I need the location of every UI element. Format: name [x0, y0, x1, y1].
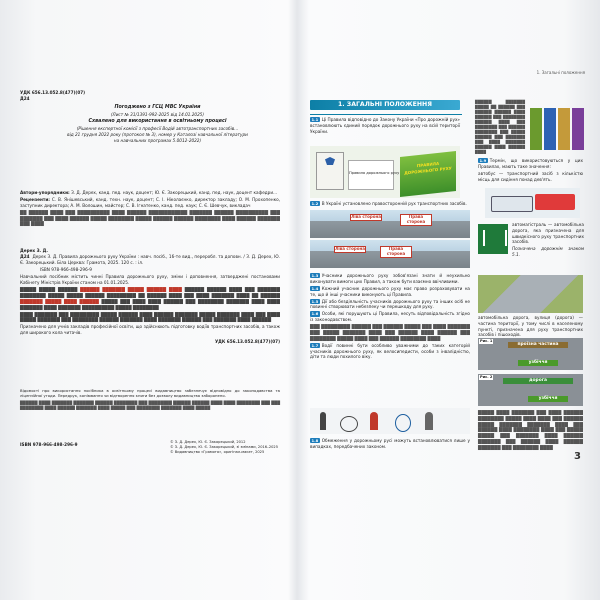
clause-number: 1.9: [479, 158, 487, 163]
right-side-label-2: Права сторона: [380, 246, 412, 258]
highway-sign-lines: [483, 230, 507, 246]
terms-intro: [478, 158, 583, 184]
clause-number: 1.7: [311, 342, 319, 348]
term-road: автомобільна дорога, вулиця (дорога) — частина території, у тому числі в населеному пункті, призначена для руху транспортних засобів і пішоходів.: [478, 315, 583, 338]
child-icon: [370, 412, 378, 430]
approval-title: Погоджено з ГСЦ МВС України: [114, 105, 201, 110]
figure-2-label: Рис. 2: [480, 375, 493, 379]
isbn-line-2: ISBN 978-966-498-296-9: [20, 442, 78, 447]
right-side-label: Права сторона: [400, 214, 432, 226]
rules-illustration: [310, 146, 460, 198]
copyright-3: © Видавництво «Грамота», оригінал-макет, 2025: [170, 449, 265, 454]
rules-banner: [400, 151, 456, 197]
notice-text: Відомості про використання посібника в освітньому процесі видавництво забезпечує відповідно до законодавства та ліцензійної угоди. Передрук, копіювання чи відтворення книги без дозволу видавництва заборонено.: [20, 388, 280, 399]
shoulder-label: узбіччя: [518, 360, 558, 366]
copyright-block: [170, 440, 280, 455]
copyright-1: © З. Д. Дерех, Ю. Є. Закорецький, 2012: [170, 440, 246, 444]
wheelchair-icon: [395, 414, 411, 432]
approval-line3: від 21 грудня 2022 року (протокол № 3), номер у Каталозі навчальної літератури: [67, 131, 248, 137]
section-title: 1. ЗАГАЛЬНІ ПОЛОЖЕННЯ: [310, 100, 460, 110]
road-label: дорога: [503, 378, 573, 384]
red-bus-icon: [535, 194, 575, 210]
clause-number: 1.4: [311, 285, 319, 291]
reviewers-label: Рецензенти:: [20, 196, 50, 202]
textbook-stack: [530, 108, 585, 152]
udc-sub: Д24: [20, 96, 30, 101]
left-side-label: Ліва сторона: [351, 214, 381, 219]
elderly-icon: [425, 412, 433, 430]
highway-sign-icon: [478, 224, 508, 254]
textbook-purple: [572, 108, 584, 150]
term-bus: автобус — транспортний засіб з кількістю місць для сидіння понад дев'ять.: [478, 170, 583, 182]
shoulder-label-2: узбіччя: [528, 396, 568, 402]
approval-title2: Схвалено для використання в освітньому процесі: [88, 119, 227, 125]
book-caption: Правила дорожнього руху: [349, 171, 400, 175]
emblem-icon: [325, 157, 335, 165]
copyright-2: © З. Д. Дерех, Ю. Є. Закорецький, зі змінами, 2016–2025: [170, 444, 279, 449]
clauses-block: 1.3 Учасники дорожнього руху зобов'язані знати й неухильно виконувати вимоги цих Правил, а також бути взаємно ввічливими. 1.4 Кожний учасник дорожнього руху має право розраховувати на те, що й інші учасники виконують ці Правила. 1.5 Дії або бездіяльність учасників дорожнього руху та інших осіб не повинні створювати небезпеку чи перешкоду для руху. 1.6 Особи, які порушують ці Правила, несуть відповідальність згідно із законодавством. ███ █████████ ██████ ███ ██████ █████ ███ ████ ███████ ███ █████ ███████ ████ ███ ██████ ████ ██████ ███ ████████ █████ ████ ███ ██████ ████████ ████ 1.7 Водії повинні бути особливо уважними до таких категорій учасників дорожнього руху, як велосипедисти, особи з інвалідністю, діти та люди похилого віку.: [310, 273, 470, 360]
clause-number: 1.2: [311, 201, 319, 206]
clause-number: 1.5: [311, 298, 319, 304]
bicycle-icon: [340, 416, 358, 432]
clause-text: Дії або бездіяльність учасників дорожнього руху та інших осіб не повинні створювати небезпеку чи перешкоду для руху.: [310, 298, 470, 310]
rules-page: [348, 160, 400, 190]
udc-main: УДК 656.13.052.8(477)(07): [214, 338, 280, 344]
clause-text: Термін, що використовуються у цих Правилах, мають таке значення:: [478, 158, 583, 169]
left-page: [20, 70, 282, 590]
clause-text: В Україні установлено правосторонній рух транспортних засобів.: [321, 201, 467, 206]
clause-text: Водії повинні бути особливо уважними до таких категорій учасників дорожнього руху, як велосипедисти, особи з інвалідністю, діти та люди похилого віку.: [310, 342, 470, 360]
clause-number: 1.1: [311, 117, 319, 122]
body-paragraph-1: Навчальний посібник містить чинні Правила дорожнього руху, зміни і доповнення, затверджені постановами Кабінету Міністрів України станом на 01.01.2025.: [20, 274, 280, 286]
highway-diagram: [478, 275, 583, 313]
clause-text: Обмеження у дорожньому русі можуть встановлюватися лише у випадках, передбачених законом.: [310, 438, 470, 449]
road-image-top: [310, 210, 470, 238]
credits-block: Автори-упорядники: З. Д. Дерех, канд. пед. наук, доцент; Ю. Є. Закорецький, канд. пед. наук, доцент кафедри... Рецензенти: С. В. Янішевський, канд. техн. наук, доцент; С. І. Ніколаєнко, директор закладу; О. М. Прохопенко, заступник директора; А. М. Волошин, майстер; С. В. Ігнатенко, канд. пед. наук; С. Є. Шевчук, викладач ██ ██████ ████ ███ ██████████ ████ ██████ ████████████ ███████ ██████ ██████████ ███ ███████ ███ ████ ██████ █████ ████████ █████ ██████ ██████ ████████ ████ ██████ ███████ ███ ████: [20, 190, 280, 227]
side-text-top: ██████ ███████ █████ ██ ██████ ███ ██████ ██████ ████ ██████ ███ ████████ ██████ ████ ███ ████████ ███ ██████ ████████ ███ █████ ██████ ███ ███████ ███ ████ ███████ ██████ ████ ██████ ████: [475, 100, 525, 154]
textbook-blue: [544, 108, 556, 150]
term-highway: автомагістраль — автомобільна дорога, яка призначена для швидкісного руху транспортних засобів.: [512, 222, 584, 245]
page-number: 3: [574, 451, 581, 462]
paragraph-1-1: [310, 117, 460, 136]
bib-code: Д24: [20, 253, 30, 259]
clause-number: 1.8: [311, 438, 319, 443]
bus-illustration: [485, 188, 580, 218]
right-page: [300, 70, 585, 590]
paragraph-1-2: [310, 201, 470, 208]
side-text-bottom: █████ ████ ███████ ███ ████ ██████ ████████ █████ ████ ████ ███ ██████ █████ ███████ ███████ ████ ███ ██████ ████ ████████ ████ ███ █████ █████ ███ ███████ ████ ██████ ███████ ███ ██████ ████ ██████ ███████ ███ ████████ ████: [478, 410, 583, 450]
banner-text: ПРАВИЛА ДОРОЖНЬОГО РУХУ: [404, 160, 452, 176]
approval-block: [50, 105, 265, 143]
figure-note: Позначена дорожнім знаком 5.1.: [512, 246, 584, 258]
road-diagram-2: [478, 374, 583, 406]
road-image-bottom: [310, 240, 470, 268]
authors-label: Автори-упорядники:: [20, 190, 70, 195]
clause-1-8: [310, 438, 470, 451]
bib-head: Дерех З. Д.: [20, 248, 48, 253]
clause-number: 1.3: [311, 273, 319, 278]
isbn-line-1: ISBN 978-966-498-296-9: [40, 266, 92, 272]
authors-text: З. Д. Дерех, канд. пед. наук, доцент; Ю. Є. Закорецький, канд. пед. наук, доцент кафедри...: [71, 190, 278, 195]
road-users-illustration: [310, 408, 470, 434]
bibliographic-block: Дерех З. Д. Д24 Дерех З. Д. Правила дорожнього руху України : навч. посіб., 16-те вид., переробл. та доповн. / З. Д. Дерех, Ю. Є. Закорецький. Біла Церква: Грамота, 2025. 120 с. : іл. ISBN 978-966-498-296-9 Навчальний посібник містить чинні Правила дорожнього руху, зміни і доповнення, затверджені постановами Кабінету Міністрів України станом на 01.01.2025. █████ █████ ██████ ██████ ███████ █████ ██████ ████ ██████ ██████ ████ ███ ███████ ████████ █████ █████ ██████ █████████ ██ ██████ ████ ███ ████ ███████ ████ ██ ██████ ███████ █████ ████ ██████ █████ ███ ████ ████ ██████ ███ ████████ ███████ ████ ████ ███████ ████ ███████ ██████████ █████ ████████ ████ ███████ ███ █████████ █████ ██████ ████ ██████ ███████ █████ ███████ ████ ███ ████ █████ ███████ ███ ████████ ██████ ███████ ████ ███████ ██████ ███ ███████ ████ ██████ Призначено для учнів закладів професійної освіти, що здійснюють підготовку водіїв транспортних засобів, а також для широкого кола читачів. УДК 656.13.052.8(477)(07): [20, 248, 280, 344]
approval-line4: на навчальних програмах 5.0012-2022): [113, 137, 202, 143]
textbook-gold: [558, 108, 570, 150]
rules-book: [316, 152, 344, 190]
clause-text: Ці Правила відповідно до Закону України «Про дорожній рух» встановлюють єдиний порядок дорожнього руху на всій території України.: [310, 117, 460, 134]
running-header: 1. Загальні положення: [536, 70, 585, 75]
term-road-block: [478, 315, 583, 339]
clause-text: Учасники дорожнього руху зобов'язані знати й неухильно виконувати вимоги цих Правил, а також бути взаємно ввічливими.: [310, 273, 470, 284]
carriageway-label: проїзна частина: [508, 342, 568, 348]
clause-text: Особи, які порушують ці Правила, несуть відповідальність згідно із законодавством.: [310, 311, 470, 323]
clause-text: Кожний учасник дорожнього руху має право розраховувати на те, що й інші учасники виконують ці Правила.: [310, 285, 470, 297]
body-paragraph-2: Призначено для учнів закладів професійної освіти, що здійснюють підготовку водіїв транспортних засобів, а також для широкого кола читачів.: [20, 324, 280, 336]
notice-block: Відомості про використання посібника в освітньому процесі видавництво забезпечує відповідно до законодавства та ліцензійної угоди. Передрук, копіювання чи відтворення книги без дозволу видавництва заборонено. ██████ ████ ███████ ███████ ██████ ████████ ███ ████████ ██████ ██████ ████ ████ ████████ ███ ███ ████████ ████ ██████ ███████ ████ █████ ███ ████████ ███████ ████ █████: [20, 388, 280, 410]
approval-line2: (Рішення експертної комісії з професії Водій автотранспортних засобів...: [76, 126, 239, 132]
pedestrian-icon: [320, 412, 326, 430]
section-rule: [310, 114, 462, 115]
textbook-green: [530, 108, 542, 150]
figure-1-label: Рис. 1: [480, 339, 493, 343]
bus-icon: [491, 196, 533, 212]
bib-text: Дерех З. Д. Правила дорожнього руху України : навч. посіб., 16-те вид., переробл. та доповн. / З. Д. Дерех, Ю. Є. Закорецький. Біла Церква: Грамота, 2025. 120 с. : іл.: [20, 253, 280, 265]
term-highway-block: [512, 222, 584, 259]
udc-top: УДК 656.13.052.8(477)(07): [20, 90, 86, 95]
approval-line1: (Лист № 31/1391-992-2025 від 14.01.2025): [110, 111, 205, 117]
reviewers-text: С. В. Янішевський, канд. техн. наук, доцент; С. І. Ніколаєнко, директор закладу; О. М. Прохопенко, заступник директора; А. М. Волошин, майстер; С. В. Ігнатенко, канд. пед. наук; С. Є. Шевчук, викладач: [20, 196, 280, 208]
left-side-label-2: Ліва сторона: [335, 246, 365, 251]
road-diagram-1: [478, 338, 583, 370]
clause-number: 1.6: [311, 311, 319, 317]
